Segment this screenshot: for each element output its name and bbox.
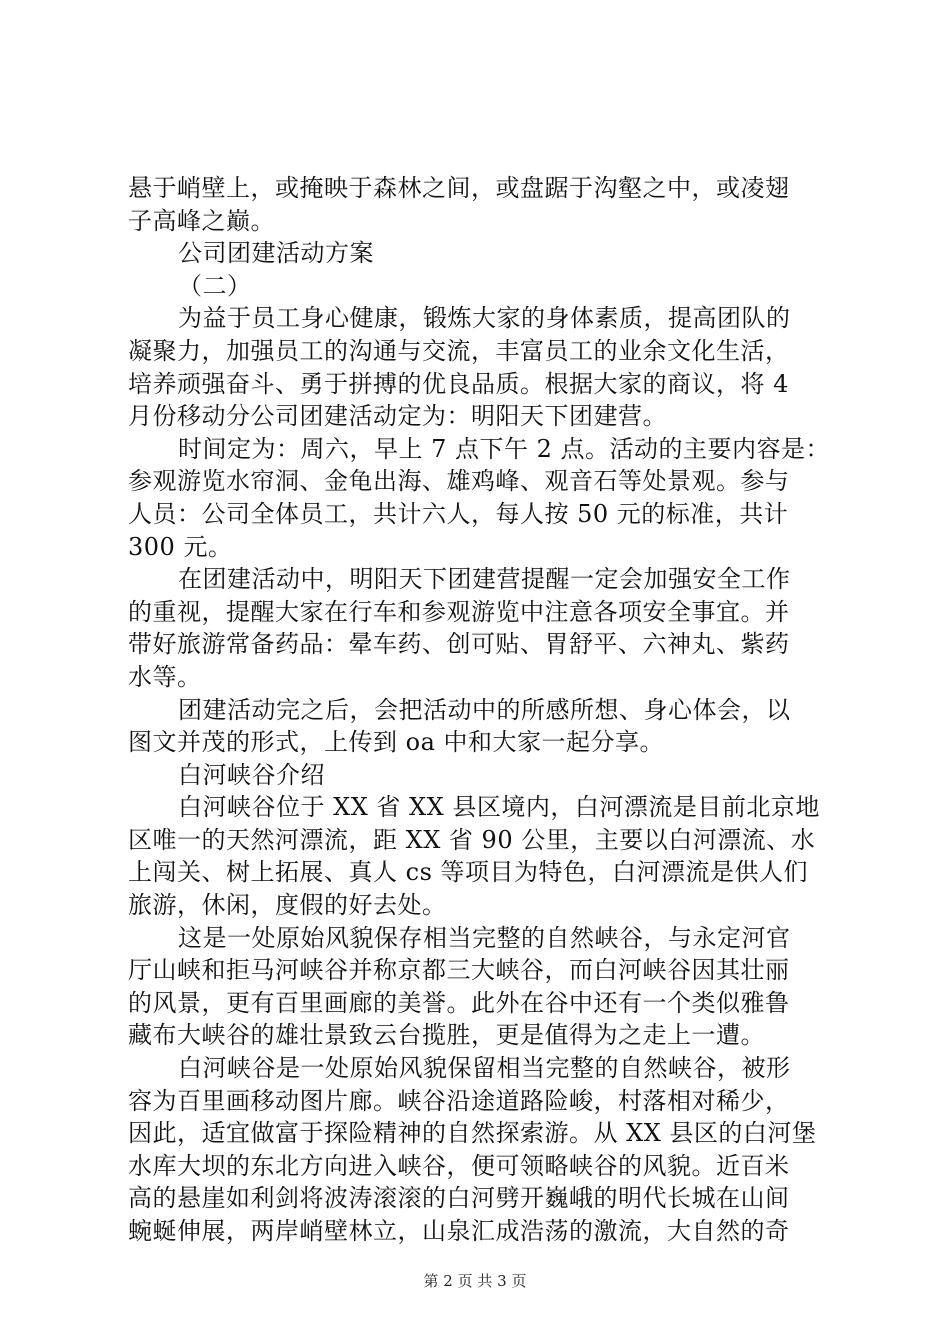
- section-subheading: （二）: [178, 271, 252, 300]
- text-line: 因此，适宜做富于探险精神的自然探索游。从 XX 县区的白河堡: [128, 1119, 817, 1148]
- section-heading: 白河峡谷介绍: [178, 760, 325, 789]
- text-line: 旅游，休闲，度假的好去处。: [128, 891, 447, 920]
- text-line: 上闯关、树上拓展、真人 cs 等项目为特色，白河漂流是供人们: [128, 858, 809, 887]
- text-line: 的重视，提醒大家在行车和参观游览中注意各项安全事宜。并: [128, 597, 790, 626]
- text-line: 月份移动分公司团建活动定为：明阳天下团建营。: [128, 402, 667, 431]
- text-line: 300 元。: [128, 532, 233, 561]
- text-line: 时间定为：周六，早上 7 点下午 2 点。活动的主要内容是：: [178, 434, 831, 463]
- text-line: 区唯一的天然河漂流，距 XX 省 90 公里，主要以白河漂流、水: [128, 825, 816, 854]
- text-line: 厅山峡和拒马河峡谷并称京都三大峡谷，而白河峡谷因其壮丽: [128, 956, 790, 985]
- text-line: 培养顽强奋斗、勇于拼搏的优良品质。根据大家的商议，将 4: [128, 369, 789, 398]
- text-line: 参观游览水帘洞、金龟出海、雄鸡峰、观音石等处景观。参与: [128, 467, 790, 496]
- page-number: 第 2 页 共 3 页: [423, 1272, 527, 1290]
- text-line: 白河峡谷是一处原始风貌保留相当完整的自然峡谷，被形: [178, 1054, 791, 1083]
- document-body: [128, 172, 836, 1248]
- text-line: 带好旅游常备药品：晕车药、创可贴、胃舒平、六神丸、紫药: [128, 630, 790, 659]
- text-line: 水等。: [128, 662, 202, 691]
- text-line: 图文并茂的形式，上传到 oa 中和大家一起分享。: [128, 728, 665, 757]
- text-line: 藏布大峡谷的雄壮景致云台揽胜，更是值得为之走上一遭。: [128, 1021, 765, 1050]
- text-line: 悬于峭壁上，或掩映于森林之间，或盘踞于沟壑之中，或凌翅: [128, 174, 790, 202]
- text-line: 子高峰之巅。: [128, 206, 275, 235]
- section-heading: 公司团建活动方案: [178, 239, 374, 268]
- text-line: 凝聚力，加强员工的沟通与交流，丰富员工的业余文化生活，: [128, 336, 790, 365]
- text-line: 人员：公司全体员工，共计六人，每人按 50 元的标准，共计: [128, 499, 789, 528]
- text-line: 这是一处原始风貌保存相当完整的自然峡谷，与永定河官: [178, 923, 791, 952]
- text-line: 蜿蜒伸展，两岸峭壁林立，山泉汇成浩荡的激流，大自然的奇: [128, 1217, 790, 1245]
- text-line: 在团建活动中，明阳天下团建营提醒一定会加强安全工作: [178, 565, 791, 594]
- text-line: 高的悬崖如利剑将波涛滚滚的白河劈开巍峨的明代长城在山间: [128, 1184, 790, 1213]
- text-line: 白河峡谷位于 XX 省 XX 县区境内，白河漂流是目前北京地: [178, 793, 820, 822]
- text-line: 的风景，更有百里画廊的美誉。此外在谷中还有一个类似雅鲁: [128, 988, 790, 1017]
- text-line: 团建活动完之后，会把活动中的所感所想、身心体会，以: [178, 695, 791, 724]
- text-line: 水库大坝的东北方向进入峡谷，便可领略峡谷的风貌。近百米: [128, 1151, 790, 1180]
- text-line: 为益于员工身心健康，锻炼大家的身体素质，提高团队的: [178, 304, 791, 333]
- page-footer: [0, 1270, 950, 1291]
- text-line: 容为百里画移动图片廊。峡谷沿途道路险峻，村落相对稀少，: [128, 1086, 790, 1115]
